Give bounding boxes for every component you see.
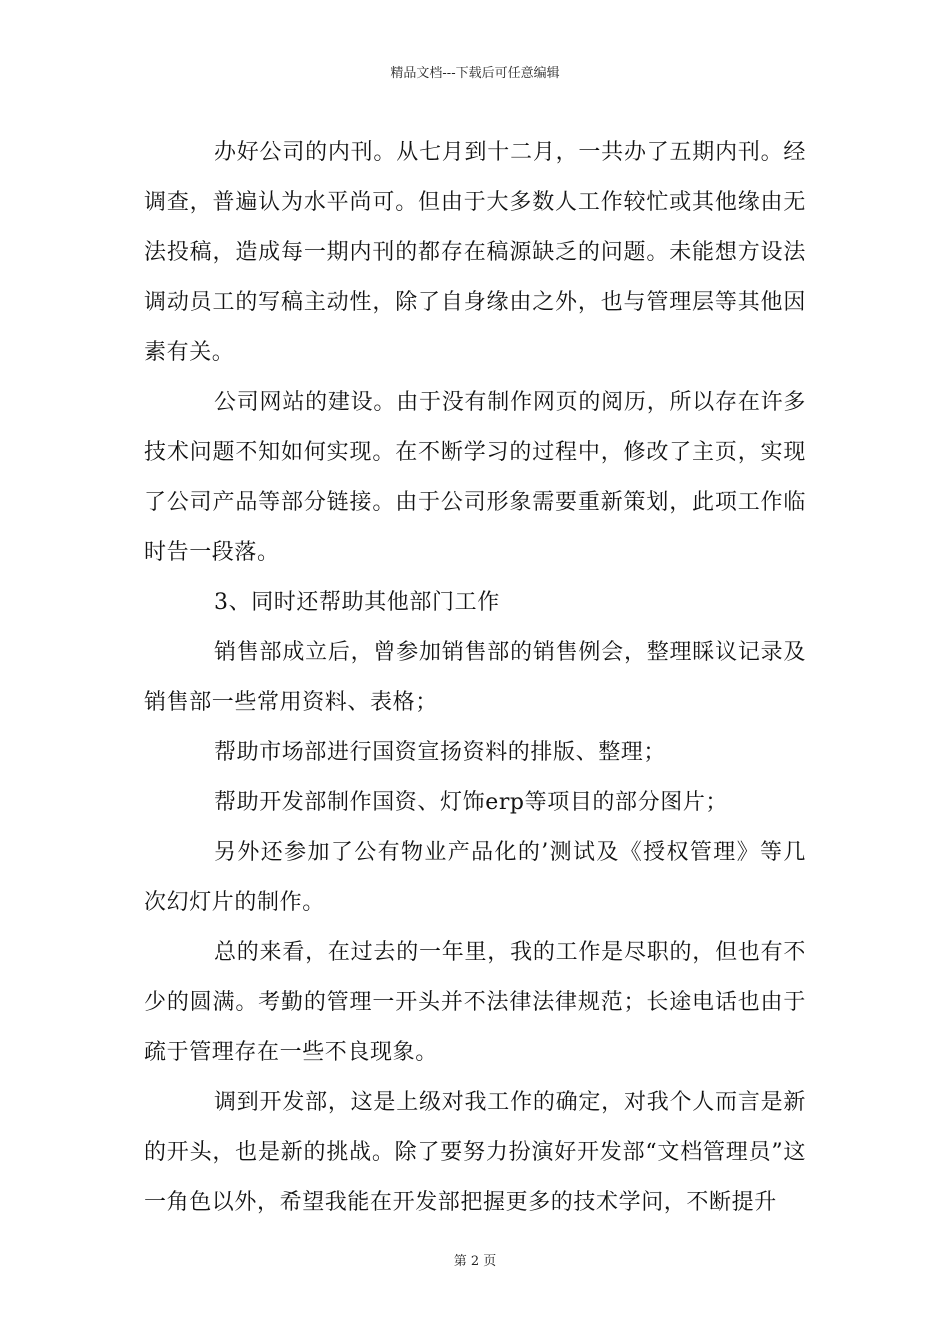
paragraph-newsletter: 办好公司的内刊。从七月到十二月，一共办了五期内刊。经调查，普遍认为水平尚可。但由于大多数人工作较忙或其他缘由无法投稿，造成每一期内刊的都存在稿源缺乏的问题。未能想方设法调动员工的写稿主动性，除了自身缘由之外，也与管理层等其他因素有关。	[144, 140, 806, 365]
document-body	[144, 128, 806, 1228]
paragraph-summary: 总的来看，在过去的一年里，我的工作是尽职的，但也有不少的圆满。考勤的管理一开头并不法律法律规范；长途电话也由于疏于管理存在一些不良现象。	[144, 940, 806, 1065]
paragraph-transfer: 调到开发部，这是上级对我工作的确定，对我个人而言是新的开头，也是新的挑战。除了要努力扮演好开发部“文档管理员”这一角色以外，希望我能在开发部把握更多的技术学问，不断提升	[144, 1090, 806, 1215]
section-heading-other-departments: 3、同时还帮助其他部门工作	[214, 590, 500, 615]
paragraph-testing-slides: 另外还参加了公有物业产品化的’测试及《授权管理》等几次幻灯片的制作。	[144, 840, 806, 915]
paragraph-development-department: 帮助开发部制作国资、灯饰erp等项目的部分图片；	[214, 790, 729, 815]
paragraph-website: 公司网站的建设。由于没有制作网页的阅历，所以存在许多技术问题不知如何实现。在不断学习的过程中，修改了主页，实现了公司产品等部分链接。由于公司形象需要重新策划，此项工作临时告一段落。	[144, 390, 806, 565]
page-header: 精品文档---下载后可任意编辑	[390, 66, 560, 81]
paragraph-marketing-department: 帮助市场部进行国资宣扬资料的排版、整理；	[214, 740, 667, 765]
paragraph-sales-department: 销售部成立后，曾参加销售部的销售例会，整理睬议记录及销售部一些常用资料、表格；	[144, 640, 806, 715]
page-number: 第 2 页	[453, 1254, 497, 1269]
